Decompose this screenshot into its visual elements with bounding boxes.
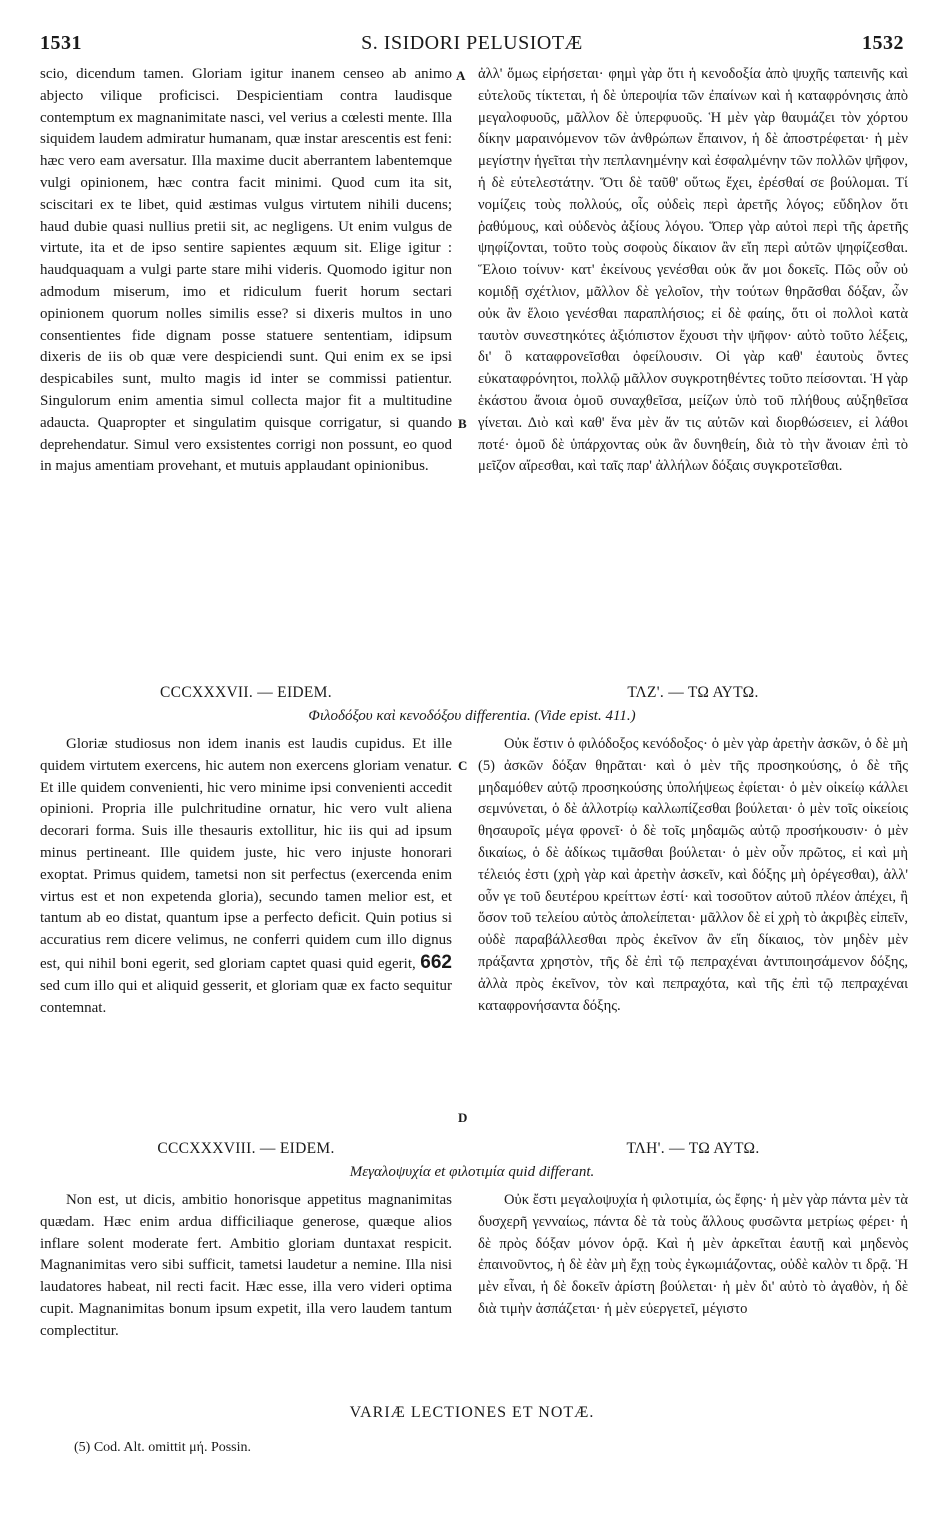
- sec2-latin-column: [40, 734, 452, 1134]
- sec1-latin-text: scio, dicendum tamen. Gloriam igitur inanem censeo ab animo abjecto vilique proficisci. Despicientiam contra laudisque contemptum ex magnanimitate nasci, vel verius a cœlesti mente. Illa siquidem laudem admiratur humanam, quæ instar arescentis est feni: hæc vero eam aversatur. Illa maxime ducit aberrantem labentemque vulgi opinionem, hæc contra facit minimi. Quod cum ita sit, sciscitari ex te libet, quid æstimas vulgus virtutem nihili ducens; haud dubie quasi nullius pretii sit, ac negligens. Ut enim vulgus de virtute, ita et de ipso sentire sapientes æquum sit. Elige igitur : haudquaquam a vulgi parte stare mihi videris. Quomodo igitur non admodum miserum, imo et ridiculum fuerit horum sectari opinionem quorum nolles similis esse? si dixeris multos in uno consentientes fide dignam posse statuere sententiam, idipsum dixeris de iis ob quæ vere despiciendi sunt. Qui enim ex se ipsi despicabiles sunt, multo magis id inter se commissi patientur. Singulorum enim amentia simul collecta major fit a multitudine adaucta. Quapropter et singulatim quisque corrigatur, si quando deprehendatur. Simul vero exsistentes corrigi non possunt, eo quod in majus amentiam provehant, et mutuis applaudant opinionibus.: [40, 66, 452, 475]
- sec1-latin-column: [40, 64, 452, 680]
- sec3-heading-latin: CCCXXXVIII. — EIDEM.: [157, 1140, 335, 1157]
- sec3-subtitle-mid: et: [430, 1164, 450, 1180]
- sec2-subtitle-latin: differentia. (Vide epist. 411.): [461, 708, 636, 724]
- marker-d: D: [458, 1110, 468, 1125]
- sec1-greek-text: ἀλλ' ὅμως εἰρήσεται· φημὶ γὰρ ὅτι ἡ κενοδοξία ἀπὸ ψυχῆς ταπεινῆς καὶ εὐτελοῦς τίκτεται, ἡ δὲ ὑπεροψία τῶν ἐπαίνων καὶ ἡ καταφρόνησις ἀπὸ μεγαλοφυοῦς, μᾶλλον δὲ ὑπερφυοῦς. Ἡ μὲν γὰρ θαυμάζει τὸν χόρτου δίκην μαραινόμενον τῶν ἀνθρώπων ἔπαινον, ἡ δὲ ἀποστρέφεται· ἡ μὲν μεγίστην ἡγεῖται τὴν πεπλανημένην καὶ ἐσφαλμένην τῶν πολλῶν ψῆφον, ἡ δὲ εὐτελεστάτην. Ὅτι δὲ ταῦθ' οὕτως ἔχει, ἐρέσθαί σε βούλομαι. Τί νομίζεις τοὺς πολλούς, οἷς οὐδεὶς περὶ ἀρετῆς λόγος; εὔδηλον ὅτι ῥαθύμους, καὶ οὐδενὸς ἀξίους λόγου. Ὅπερ γὰρ αὐτοὶ περὶ τῆς ἀρετῆς ψηφίζονται, τοῦτο τοὺς σοφοὺς δίκαιον ἂν εἴη περὶ αὐτῶν ψηφίζεσθαι. Ἕλοιο τοίνυν· κατ' ἐκείνους γενέσθαι οὐκ ἄν μοι δοκεῖς. Πῶς οὖν οὐ κομιδῇ σχέτλιον, μᾶλλον δὲ γελοῖον, τὴν τούτων θηρᾶσθαι δόξαν, ὧν οὐκ ἂν ἕλοιο γενέσθαι παραπλήσιος; εἰ δὲ φαίης, ὅτι οἱ πολλοὶ κατὰ ταυτὸν συνεστηκότες ἀξιόπιστον ἔχουσι τὴν ψῆφον· αὐτὸ τοῦτο λέξεις, δι' ὃ καταφρονεῖσθαι ὀφείλουσιν. Οἱ γὰρ καθ' ἑαυτοὺς ὄντες εὐκαταφρόνητοι, πολλῷ μᾶλλον συγκροτηθέντες τοῦτο πείσονται. Ἡ γὰρ ἑκάστου ἄνοια ὁμοῦ συναχθεῖσα, μείζων ὑπὸ τοῦ πλήθους αὐξηθεῖσα γίνεται. Διὸ καὶ καθ' ἕνα μὲν ἄν τις αὐτῶν καὶ διορθώσειεν, εἰ λάθοι ποτέ· ὁμοῦ δὲ ὑπάρχοντας οὐκ ἂν δυνηθείη, διὰ τὸ τὴν ἄνοιαν ἐπὶ τὸ μεῖζον αἴρεσθαι, καὶ ταῖς παρ' ἀλλήλων δόξαις συγκροτεῖσθαι.: [478, 66, 908, 475]
- page-number-left: 1531: [40, 32, 82, 54]
- sec3-subtitle-greek2: φιλοτιμία: [449, 1164, 505, 1180]
- sec1-greek-column: [478, 64, 908, 680]
- sec2-heading-latin: CCCXXXVII. — EIDEM.: [160, 684, 332, 701]
- sec3-latin-column: [40, 1190, 452, 1388]
- sec2-latin-text-b: sed cum illo qui et aliquid gesserit, et gloriam quæ ex facto sequitur contemnat.: [40, 977, 452, 1016]
- footnote-5: (5) Cod. Alt. omittit μή. Possin.: [74, 1440, 252, 1455]
- running-title: S. ISIDORI PELUSIOTÆ: [361, 32, 583, 54]
- notes-title: VARIÆ LECTIONES ET NOTÆ.: [349, 1404, 595, 1421]
- running-head: [40, 32, 904, 62]
- inline-page-number: 662: [420, 951, 452, 973]
- sec3-subtitle-greek: Μεγαλοψυχία: [349, 1164, 431, 1180]
- sec3-subtitle-end: quid differant.: [504, 1164, 595, 1180]
- sec2-greek-column: [478, 734, 908, 1134]
- sec2-greek-text: Οὐκ ἔστιν ὁ φιλόδοξος κενόδοξος· ὁ μὲν γὰρ ἀρετὴν ἀσκῶν, ὁ δὲ μὴ (5) ἀσκῶν δόξαν θηρᾶται· καὶ ὁ μὲν τῆς προσηκούσης, ὁ δὲ τῆς μηδαμόθεν αὐτῷ προσηκούσης ὑπολήψεως ἐφίεται· ὁ μὲν οἰκείῳ κάλλει σεμνύνεται, ὁ δὲ ἀλλοτρίῳ καλλωπίζεσθαι βούλεται· ὁ μὲν τοῖς οἰκείοις θησαυροῖς μέγα φρονεῖ· ὁ δὲ τοῖς μηδαμῶς αὐτῷ προσήκουσιν· ὁ μὲν δικαίως, ὁ δὲ ἀδίκως τιμᾶσθαι βούλεται· ὁ μὲν οὖν πρῶτος, εἰ καὶ μὴ τέλειός ἐστι (χρὴ γὰρ καὶ ἀρετὴν ἀσκεῖν, καὶ δόξης μὴ ὀρέγεσθαι), ἀλλ' οὖν γε τοῦ δευτέρου κρείττων ἐστί· καὶ τοσοῦτον αὐτοῦ πλέον ἀπέχει, ἢ ὅσον τοῦ τελείου αὐτὸς ἀπολείπεται· μᾶλλον δὲ εἰ χρὴ τὸ ἀκριβὲς εἰπεῖν, οὐδὲ παραβάλλεσθαι πρὸς ἐκεῖνον ἂν εἴη δίκαιος, τὸν μηδὲν μὲν πράξαντα χρηστὸν, τῆς δὲ ἐπὶ τῷ πεπραχέναι ἀντιποιησάμενον δόξης, ἀλλὰ πρὸς ἐκεῖνον, τὸν καὶ πεπραχότα, καὶ τῆς ἐπὶ τῷ πεπραχέναι καταφρονήσαντα δόξης.: [478, 736, 908, 1014]
- sec3-greek-text: Οὐκ ἔστι μεγαλοψυχία ἡ φιλοτιμία, ὡς ἔφης· ἡ μὲν γὰρ πάντα μὲν τὰ δυσχερῆ γενναίως, πάντα δὲ τὰ τοὺς ἄλλους φυσῶντα μετρίως φέρει· ἡ δὲ πρὸς δόξαν μόνον ὁρᾷ. Καὶ ἡ μὲν ἀρκεῖται ἑαυτῇ καὶ μηδενὸς ἐπαινοῦντος, ἡ δὲ ἐὰν μὴ ἔχῃ τοὺς ἐγκωμιάζοντας, οὐδὲ καλὸν τι δρᾷ. Ἡ μὲν εἶναι, ἡ δὲ δοκεῖν ἀρίστη βούλεται· ἡ μὲν δι' αὐτὸ τὸ ἀγαθὸν, ἡ δὲ διὰ τιμὴν ἀσπάζεται· ἡ μὲν εὐεργετεῖ, μέγιστο: [478, 1192, 908, 1317]
- page-number-right: 1532: [862, 32, 904, 54]
- marker-b: B: [458, 416, 467, 431]
- sec2-subtitle: [40, 708, 904, 725]
- sec2-latin-text-a: Gloriæ studiosus non idem inanis est laudis cupidus. Et ille quidem virtutem exercens, hic autem non exercens gloriam venatur. Et ille quidem convenienti, hic vero minime ipsi convenienti accedit opinioni. Propria ille pulchritudine ornatur, hic vero vult aliena decorari forma. Suis ille thesauris extollitur, hic iis qui ad ipsum minus pertineant. Ille quidem juste, hic vero injuste honorari exoptat. Primus quidem, tametsi non sit perfectus (exercenda enim virtus est et non expetenda gloria), secundo tamen melior est, et tantum ab eo distat, quantum ipse a perfecto deficit. Quin potius si accuratius rem dicere velimus, ne conferri quidem cum illo dignus est, qui nihil boni egerit, sed gloriam captet quasi quid egerit,: [40, 736, 452, 972]
- sec3-subtitle: [40, 1164, 904, 1181]
- sec2-latin-paragraph: [40, 734, 452, 1019]
- sec3-heading-greek: ΤΛΗ'. — ΤΩ ΑΥΤΩ.: [626, 1140, 760, 1157]
- sec2-heading-greek: ΤΛΖ'. — ΤΩ ΑΥΤΩ.: [627, 684, 759, 701]
- marker-c: C: [458, 758, 468, 773]
- sec3-latin-text: Non est, ut dicis, ambitio honorisque appetitus magnanimitas quædam. Hæc enim ardua difficiliaque generose, quæque alios inflare solent moderate fert. Ambitio gloriam duntaxat respicit. Magnanimitas vero sibi sufficit, tametsi laudetur a nemine. Illa nisi laudatores habeat, nil recti facit. Hæc esse, illa vero videri optima cupit. Magnanimitas bonum ipsum expetit, illa vero laudem tantum complectitur.: [40, 1192, 452, 1339]
- marker-a: A: [456, 68, 466, 83]
- sec2-subtitle-greek: Φιλοδόξου καὶ κενοδόξου: [308, 708, 462, 724]
- sec3-greek-column: [478, 1190, 908, 1388]
